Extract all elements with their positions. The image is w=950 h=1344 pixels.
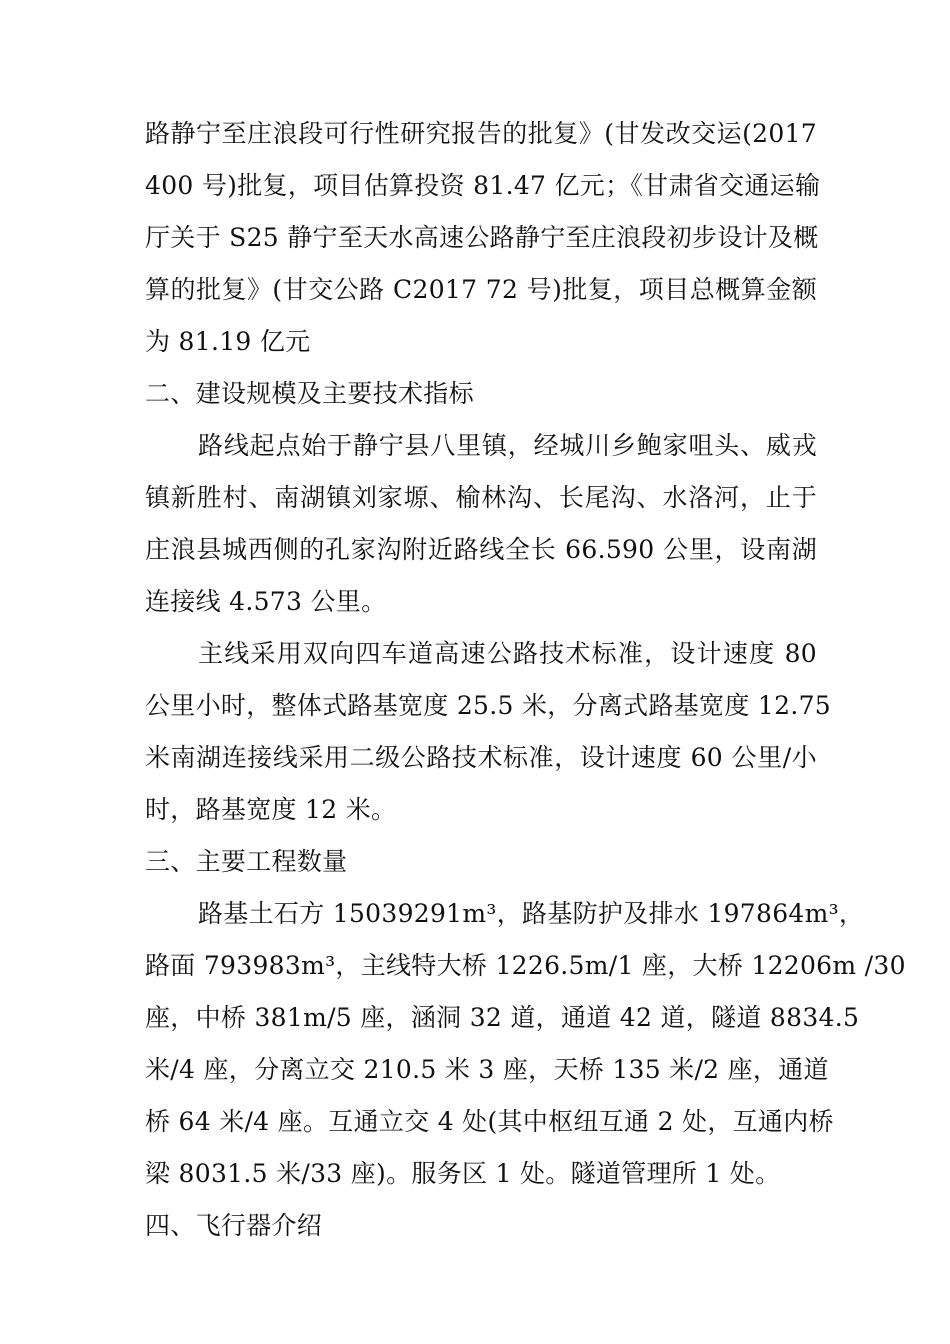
route-line-1: 路线起点始于静宁县八里镇，经城川乡鲍家咀头、威戎 bbox=[198, 431, 817, 460]
quantities-line-1: 路基土石方 15039291m³，路基防护及排水 197864m³， bbox=[198, 899, 865, 928]
approval-line-4: 算的批复》(甘交公路 C2017 72 号)批复，项目总概算金额 bbox=[145, 275, 817, 304]
section-heading-2: 二、建设规模及主要技术指标 bbox=[145, 379, 474, 408]
approval-line-1: 路静宁至庄浪段可行性研究报告的批复》(甘发改交运(2017 bbox=[145, 119, 817, 148]
route-line-4: 连接线 4.573 公里。 bbox=[145, 587, 387, 616]
approval-line-2: 400 号)批复，项目估算投资 81.47 亿元；《甘肃省交通运输 bbox=[145, 171, 821, 200]
standard-line-2: 公里小时，整体式路基宽度 25.5 米，分离式路基宽度 12.75 bbox=[145, 691, 831, 720]
standard-line-3: 米南湖连接线采用二级公路技术标准，设计速度 60 公里/小 bbox=[145, 743, 817, 772]
route-line-2: 镇新胜村、南湖镇刘家塬、榆林沟、长尾沟、水洛河，止于 bbox=[145, 483, 817, 512]
quantities-line-4: 米/4 座，分离立交 210.5 米 3 座，天桥 135 米/2 座，通道 bbox=[145, 1055, 829, 1084]
approval-line-5: 为 81.19 亿元 bbox=[145, 327, 311, 356]
standard-line-4: 时，路基宽度 12 米。 bbox=[145, 795, 397, 824]
section-heading-4: 四、飞行器介绍 bbox=[145, 1211, 323, 1240]
quantities-line-5: 桥 64 米/4 座。互通立交 4 处(其中枢纽互通 2 处，互通内桥 bbox=[145, 1107, 834, 1136]
route-line-3: 庄浪县城西侧的孔家沟附近路线全长 66.590 公里，设南湖 bbox=[145, 535, 817, 564]
quantities-line-6: 梁 8031.5 米/33 座)。服务区 1 处。隧道管理所 1 处。 bbox=[145, 1159, 781, 1188]
approval-line-3: 厅关于 S25 静宁至天水高速公路静宁至庄浪段初步设计及概 bbox=[145, 223, 819, 252]
quantities-line-2: 路面 793983m³，主线特大桥 1226.5m/1 座，大桥 12206m /30 bbox=[145, 951, 906, 980]
standard-line-1: 主线采用双向四车道高速公路技术标准，设计速度 80 bbox=[198, 639, 817, 668]
quantities-line-3: 座，中桥 381m/5 座，涵洞 32 道，通道 42 道，隧道 8834.5 bbox=[145, 1003, 860, 1032]
section-heading-3: 三、主要工程数量 bbox=[145, 847, 348, 876]
